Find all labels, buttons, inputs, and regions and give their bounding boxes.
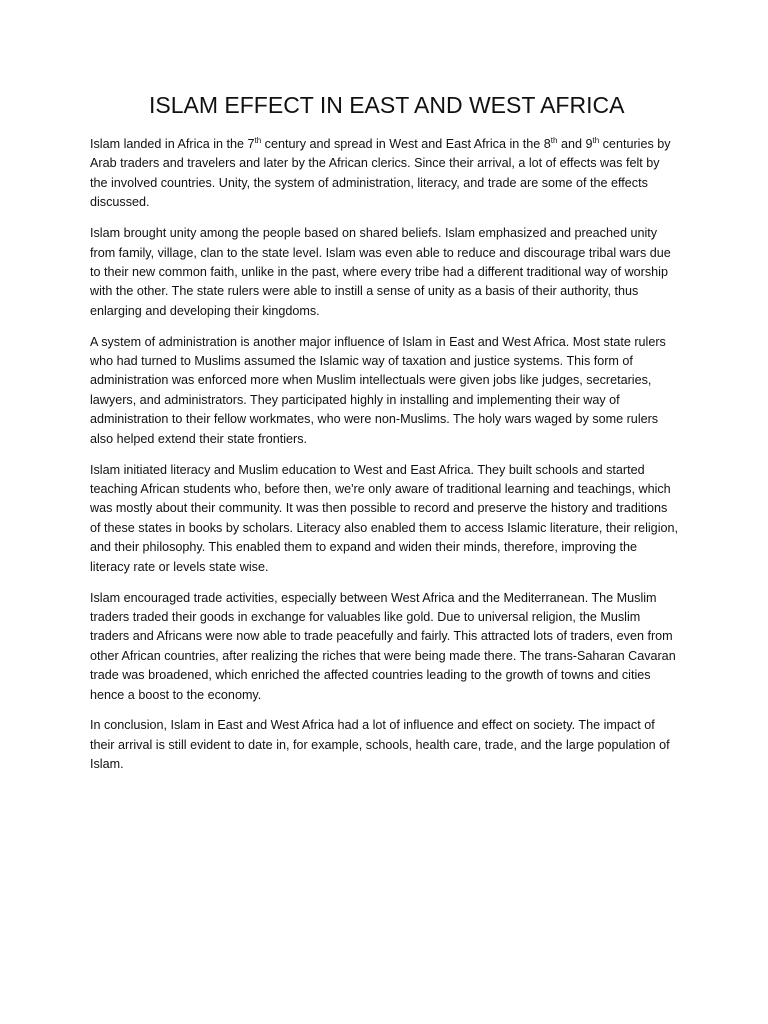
ordinal-suffix-8th: th bbox=[550, 136, 558, 145]
intro-text-part-2: century and spread in West and East Africa in the 8 bbox=[261, 137, 551, 151]
paragraph-literacy: Islam initiated literacy and Muslim education to West and East Africa. They built schools and started teaching African students who, before then, we're only aware of traditional learning and teachings, which was mostly about their community. It was then possible to record and preserve the history and traditions of these states in books by scholars. Literacy also enabled them to access Islamic literature, their religion, and their philosophy. This enabled them to expand and widen their minds, therefore, improving the literacy rate or levels state wise. bbox=[90, 462, 678, 574]
document-title: ISLAM EFFECT IN EAST AND WEST AFRICA bbox=[149, 92, 625, 118]
paragraph-unity: Islam brought unity among the people based on shared beliefs. Islam emphasized and preached unity from family, village, clan to the state level. Islam was even able to reduce and discourage tribal wars due to their new common faith, unlike in the past, where every tribe had a different traditional way of worship with the other. The state rulers were able to instill a sense of unity as a basis of their authority, thus enlarging and developing their kingdoms. bbox=[90, 226, 671, 318]
ordinal-suffix-9th: th bbox=[592, 136, 600, 145]
intro-text-part-4: centuries by Arab traders and travelers and later by the African clerics. Since their arrival, a lot of effects was felt by the involved countries. Unity, the system of administration, literacy, and trade are some of the effects discussed. bbox=[90, 137, 671, 210]
paragraph-administration: A system of administration is another major influence of Islam in East and West Africa. Most state rulers who had turned to Muslims assumed the Islamic way of taxation and justice systems. This form of administration was enforced more when Muslim intellectuals were given jobs like judges, secretaries, lawyers, and administrators. They participated highly in installing and implementing their way of administration to their fellow workmates, who were non-Muslims. The holy wars waged by some rulers also helped extend their state frontiers. bbox=[90, 334, 666, 446]
document-body bbox=[90, 135, 680, 786]
paragraph-introduction bbox=[90, 135, 680, 213]
intro-text-part-1: Islam landed in Africa in the 7 bbox=[90, 137, 255, 151]
ordinal-suffix-7th: th bbox=[254, 136, 262, 145]
paragraph-trade: Islam encouraged trade activities, especially between West Africa and the Mediterranean. The Muslim traders traded their goods in exchange for valuables like gold. Due to universal religion, the Muslim traders and Africans were now able to trade peacefully and fairly. This attracted lots of traders, even from other African countries, after realizing the riches that were being made there. The trans-Saharan Cavaran trade was broadened, which enriched the affected countries leading to the growth of towns and cities hence a boost to the economy. bbox=[90, 590, 676, 702]
paragraph-conclusion: In conclusion, Islam in East and West Africa had a lot of influence and effect on society. The impact of their arrival is still evident to date in, for example, schools, health care, trade, and the large population of Islam. bbox=[90, 718, 670, 772]
intro-text-part-3: and 9 bbox=[557, 137, 593, 151]
